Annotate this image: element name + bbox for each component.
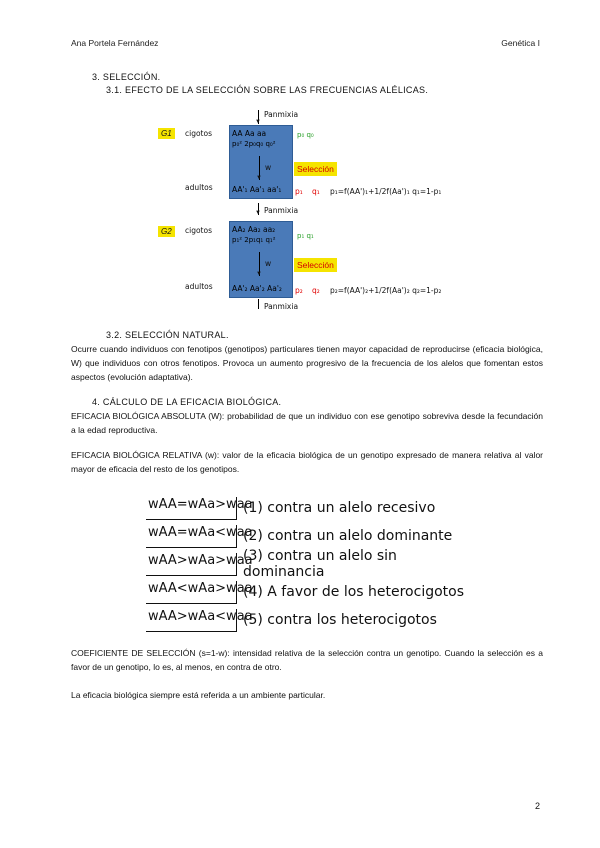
section-3-2-body: Ocurre cuando individuos con fenotipos (genotipos) particulares tienen mayor capacidad de reproducirse (eficacia biológica, W) que individuos con otros fenotipos. Provoca un aumento progresivo de la frecuencia de los alelos que fomentan estos aspectos (evolución adaptativa). <box>71 344 543 382</box>
arrow-head-w1: ▼ <box>256 175 262 181</box>
case-formula: wAA=wAa>waa <box>146 497 237 520</box>
g2-label: G2 <box>158 226 175 237</box>
page-number: 2 <box>535 801 541 811</box>
section-3-2-title: 3.2. SELECCIÓN NATURAL. <box>106 330 229 340</box>
case-row-1 <box>146 494 476 522</box>
eficacia-relativa: EFICACIA BIOLÓGICA RELATIVA (w): valor de la eficacia biológica de un genotipo expresado de manera relativa al valor mayor de eficacia del resto de los genotipos. <box>71 450 543 474</box>
case-row-2 <box>146 522 476 550</box>
header-subject: Genética I <box>501 38 540 48</box>
panmixia-label-1: Panmixia <box>264 110 299 119</box>
case-text: (2) contra un alelo dominante <box>243 528 453 544</box>
closing-note: La eficacia biológica siempre está referida a un ambiente particular. <box>71 690 326 700</box>
selection-diagram <box>0 0 600 320</box>
arrow-head-1: ▼ <box>255 119 261 125</box>
g1-label: G1 <box>158 128 175 139</box>
g1-adultos-label: adultos <box>185 183 213 192</box>
section-4-title: 4. CÁLCULO DE LA EFICACIA BIOLÓGICA. <box>92 397 282 407</box>
eficacia-absoluta: EFICACIA BIOLÓGICA ABSOLUTA (W): probabilidad de que un individuo con ese genotipo sobreviva desde la fecundación a la edad reproductiva. <box>71 411 543 435</box>
case-formula: wAA>wAa>waa <box>146 553 237 576</box>
arrow-head-w2: ▼ <box>256 271 262 277</box>
g2-formula: p₂=f(AA')₂+1/2f(Aa')₂ q₂=1-p₂ <box>330 286 442 295</box>
g1-genotypes: AA Aa aa <box>232 129 267 138</box>
case-text: (3) contra un alelo sin dominancia <box>243 548 397 580</box>
g2-genotypes: AA₂ Aa₂ aa₂ <box>232 225 276 234</box>
case-row-4 <box>146 578 476 606</box>
g1-cigotos-label: cigotos <box>185 129 212 138</box>
case-formula: wAA=wAa<waa <box>146 525 237 548</box>
header-author: Ana Portela Fernández <box>71 38 159 48</box>
g2-cigotos-label: cigotos <box>185 226 212 235</box>
g2-adultos-label: adultos <box>185 282 213 291</box>
case-formula: wAA<wAa>waa <box>146 581 237 604</box>
g2-adult-p: p₂ <box>295 286 303 295</box>
case-text: (1) contra un alelo recesivo <box>243 500 436 516</box>
arrow-head-2: ▼ <box>255 210 261 216</box>
g1-pq: p₀ q₀ <box>297 131 314 139</box>
case-text: (4) A favor de los heterocigotos <box>243 584 465 600</box>
g1-formula: p₁=f(AA')₁+1/2f(Aa')₁ q₁=1-p₁ <box>330 187 442 196</box>
g1-adult-q: q₁ <box>312 187 320 196</box>
g2-adults: AA'₂ Aa'₂ Aa'₂ <box>232 284 282 293</box>
g2-adult-q: q₂ <box>312 286 320 295</box>
seleccion-badge-2: Selección <box>294 258 337 272</box>
section-3-title: 3. SELECCIÓN. <box>92 72 161 82</box>
g2-pq: p₁ q₁ <box>297 232 314 240</box>
panmixia-label-2: Panmixia <box>264 206 299 215</box>
case-formula: wAA>wAa<waa <box>146 609 237 632</box>
selection-cases <box>146 494 476 634</box>
w-label-2: w <box>265 259 272 268</box>
g1-adults: AA'₁ Aa'₁ aa'₁ <box>232 185 282 194</box>
case-row-3 <box>146 550 476 578</box>
section-3-1-title: 3.1. EFECTO DE LA SELECCIÓN SOBRE LAS FRECUENCIAS ALÉLICAS. <box>106 85 429 95</box>
g1-freqs: p₀² 2p₀q₀ q₀² <box>232 140 276 148</box>
case-row-5 <box>146 606 476 634</box>
g1-adult-p: p₁ <box>295 187 303 196</box>
coeficiente-seleccion: COEFICIENTE DE SELECCIÓN (s=1-w): intensidad relativa de la selección contra un genotipo. Cuando la selección es a favor de un genotipo, lo es, al menos, en contra de otro. <box>71 648 543 672</box>
g2-freqs: p₁² 2p₁q₁ q₁² <box>232 236 276 244</box>
panmixia-label-3: Panmixia <box>264 302 299 311</box>
arrow-panmixia-3 <box>258 299 259 309</box>
case-text: (5) contra los heterocigotos <box>243 612 437 628</box>
w-label-1: w <box>265 163 272 172</box>
seleccion-badge-1: Selección <box>294 162 337 176</box>
